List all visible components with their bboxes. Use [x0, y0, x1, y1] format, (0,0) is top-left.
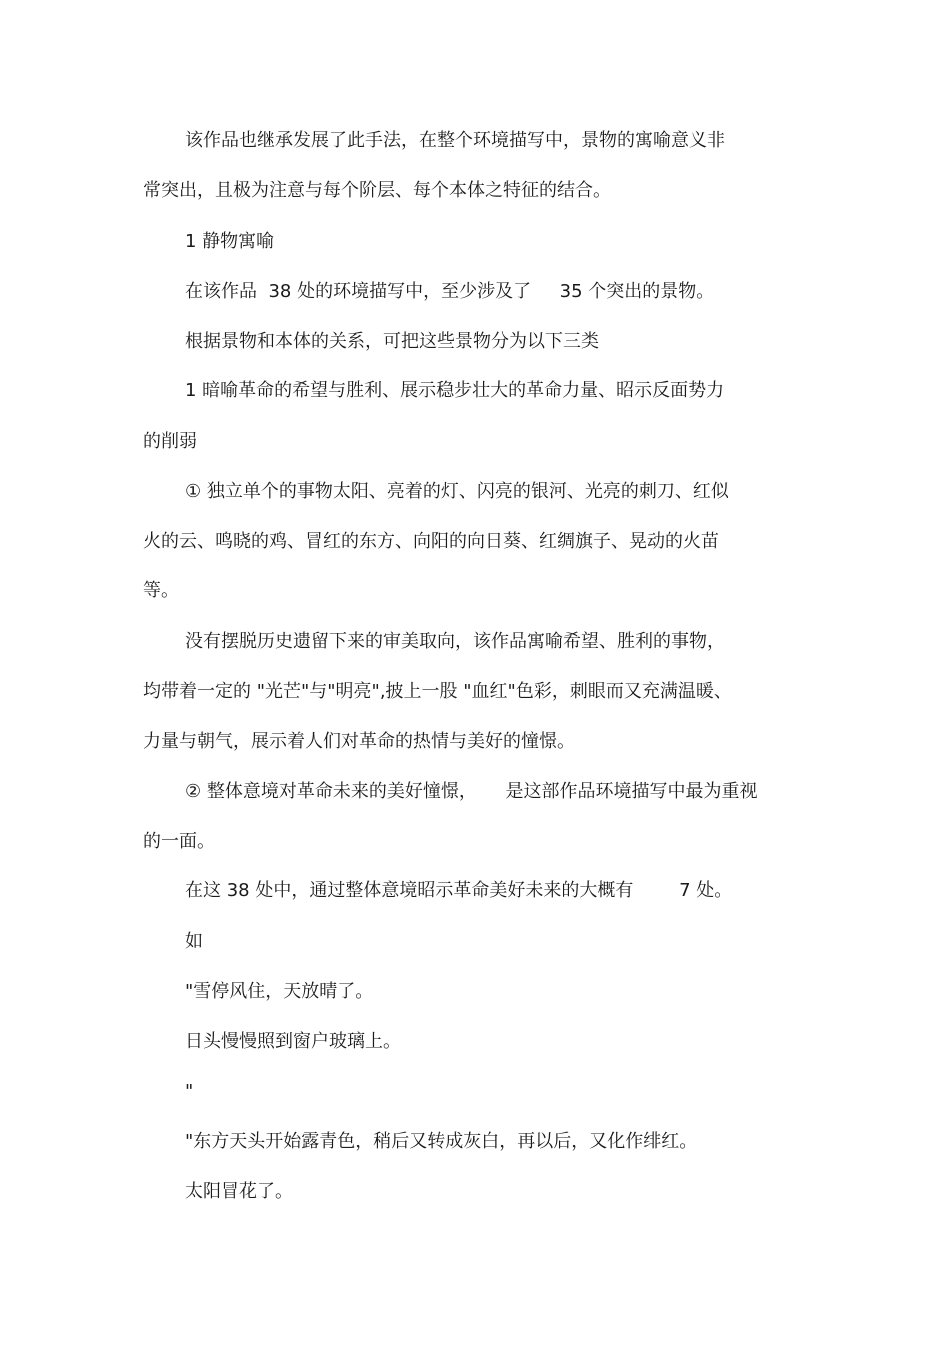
- text-line-16: 在这 38 处中，通过整体意境昭示革命美好未来的大概有 7 处。: [185, 880, 733, 901]
- section-heading: 1 静物寓喻: [185, 231, 275, 252]
- quote-line-2: 日头慢慢照到窗户玻璃上。: [185, 1031, 401, 1052]
- text-line-6: 1 暗喻革命的希望与胜利、展示稳步壮大的革命力量、昭示反面势力: [185, 380, 725, 401]
- quote-line-4: 太阳冒花了。: [185, 1181, 293, 1202]
- text-line-4: 在该作品 38 处的环境描写中，至少涉及了 35 个突出的景物。: [185, 281, 715, 302]
- text-line-13: 力量与朝气，展示着人们对革命的热情与美好的憧憬。: [143, 731, 575, 752]
- text-line-10: 等。: [143, 580, 179, 601]
- text-line-7: 的削弱: [143, 431, 197, 452]
- text-line-17: 如: [185, 931, 203, 952]
- quote-line-1: "雪停风住，天放晴了。: [185, 981, 374, 1002]
- text-line-2: 常突出，且极为注意与每个阶层、每个本体之特征的结合。: [143, 180, 611, 201]
- quote-line-3: "东方天头开始露青色，稍后又转成灰白，再以后，又化作绯红。: [185, 1131, 698, 1152]
- text-line-11: 没有摆脱历史遗留下来的审美取向，该作品寓喻希望、胜利的事物，: [185, 631, 725, 652]
- text-line-8: ① 独立单个的事物太阳、亮着的灯、闪亮的银河、光亮的刺刀、红似: [185, 481, 729, 502]
- text-line-12: 均带着一定的 "光芒"与"明亮",披上一股 "血红"色彩，刺眼而又充满温暖、: [143, 681, 732, 702]
- text-line-9: 火的云、鸣晓的鸡、冒红的东方、向阳的向日葵、红绸旗子、晃动的火苗: [143, 531, 719, 552]
- text-line-5: 根据景物和本体的关系，可把这些景物分为以下三类: [185, 331, 599, 352]
- text-line-15: 的一面。: [143, 831, 215, 852]
- text-line-1: 该作品也继承发展了此手法，在整个环境描写中，景物的寓喻意义非: [185, 130, 725, 151]
- text-line-14: ② 整体意境对革命未来的美好憧憬， 是这部作品环境描写中最为重视: [185, 781, 758, 802]
- quote-close-mark: ": [185, 1081, 194, 1102]
